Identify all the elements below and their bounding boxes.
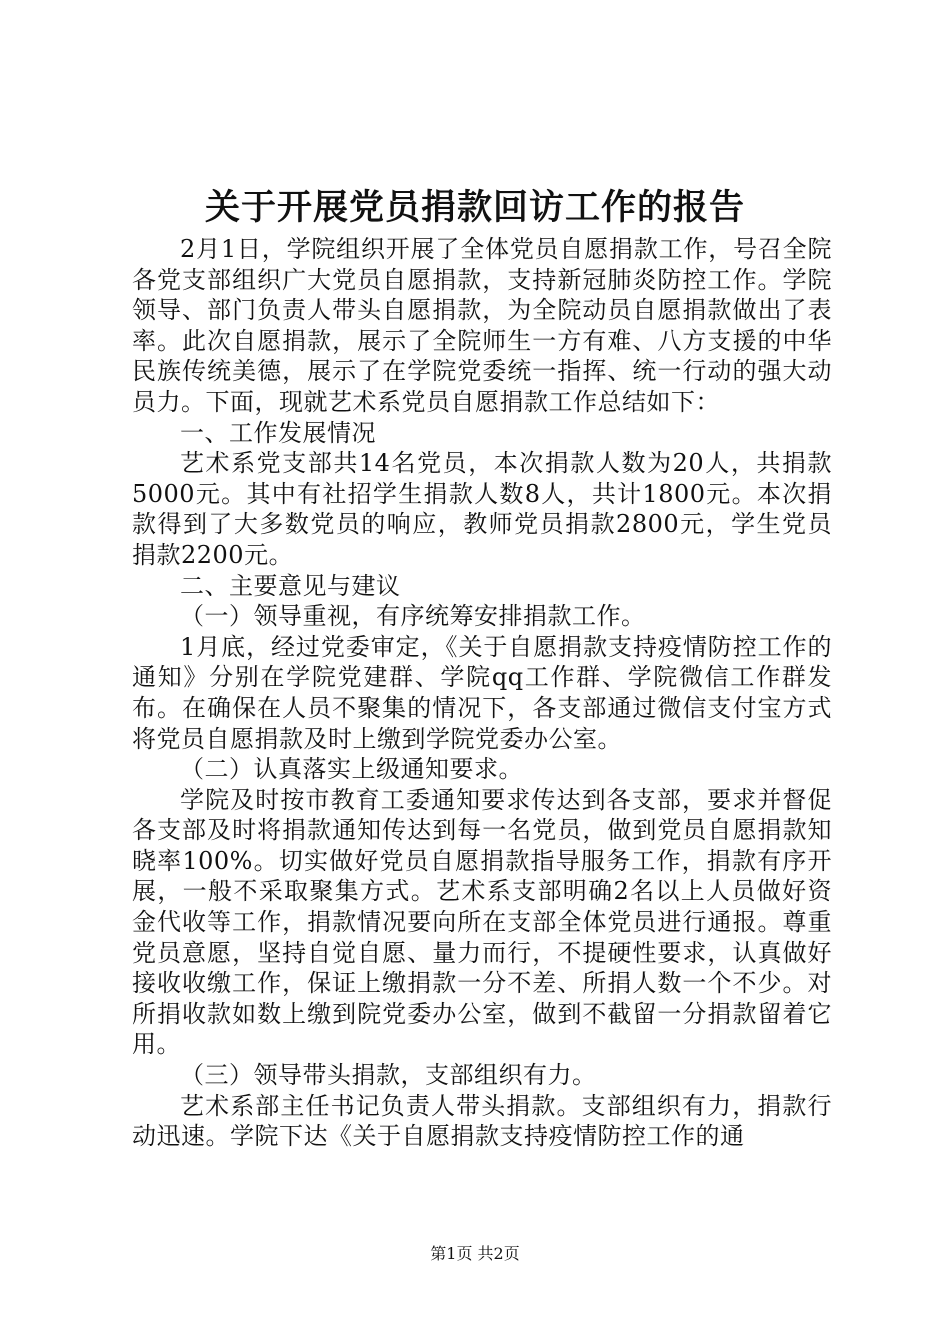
document-body xyxy=(132,234,832,1152)
intro-paragraph: 2月1日，学院组织开展了全体党员自愿捐款工作，号召全院各党支部组织广大党员自愿捐款，支持新冠肺炎防控工作。学院领导、部门负责人带头自愿捐款，为全院动员自愿捐款做出了表率。此次自愿捐款，展示了全院师生一方有难、八方支援的中华民族传统美德，展示了在学院党委统一指挥、统一行动的强大动员力。下面，现就艺术系党员自愿捐款工作总结如下： xyxy=(132,235,832,416)
section-heading-2: 二、主要意见与建议 xyxy=(180,571,401,600)
subsection-heading-3: （三）领导带头捐款，支部组织有力。 xyxy=(180,1061,597,1090)
document-title: 关于开展党员捐款回访工作的报告 xyxy=(204,188,745,228)
section-1-paragraph: 艺术系党支部共14名党员，本次捐款人数为20人，共捐款5000元。其中有社招学生捐款人数8人，共计1800元。本次捐款得到了大多数党员的响应，教师党员捐款2800元，学生党员捐款2200元。 xyxy=(132,449,832,569)
subsection-heading-1: （一）领导重视，有序统筹安排捐款工作。 xyxy=(180,602,646,631)
subsection-1-paragraph: 1月底，经过党委审定，《关于自愿捐款支持疫情防控工作的通知》分别在学院党建群、学院qq工作群、学院微信工作群发布。在确保在人员不聚集的情况下，各支部通过微信支付宝方式将党员自愿捐款及时上缴到学院党委办公室。 xyxy=(132,632,832,753)
subsection-2-paragraph: 学院及时按市教育工委通知要求传达到各支部，要求并督促各支部及时将捐款通知传达到每一名党员，做到党员自愿捐款知晓率100%。切实做好党员自愿捐款指导服务工作，捐款有序开展，一般不采取聚集方式。艺术系支部明确2名以上人员做好资金代收等工作，捐款情况要向所在支部全体党员进行通报。尊重党员意愿，坚持自觉自愿、量力而行，不提硬性要求，认真做好接收收缴工作，保证上缴捐款一分不差、所捐人数一个不少。对所捐收款如数上缴到院党委办公室，做到不截留一分捐款留着它用。 xyxy=(132,785,832,1059)
subsection-3-paragraph: 艺术系部主任书记负责人带头捐款。支部组织有力，捐款行动迅速。学院下达《关于自愿捐款支持疫情防控工作的通 xyxy=(132,1091,832,1151)
subsection-heading-2: （二）认真落实上级通知要求。 xyxy=(180,755,523,784)
section-heading-1: 一、工作发展情况 xyxy=(180,418,376,447)
page-number-footer: 第1页 共2页 xyxy=(430,1244,520,1263)
